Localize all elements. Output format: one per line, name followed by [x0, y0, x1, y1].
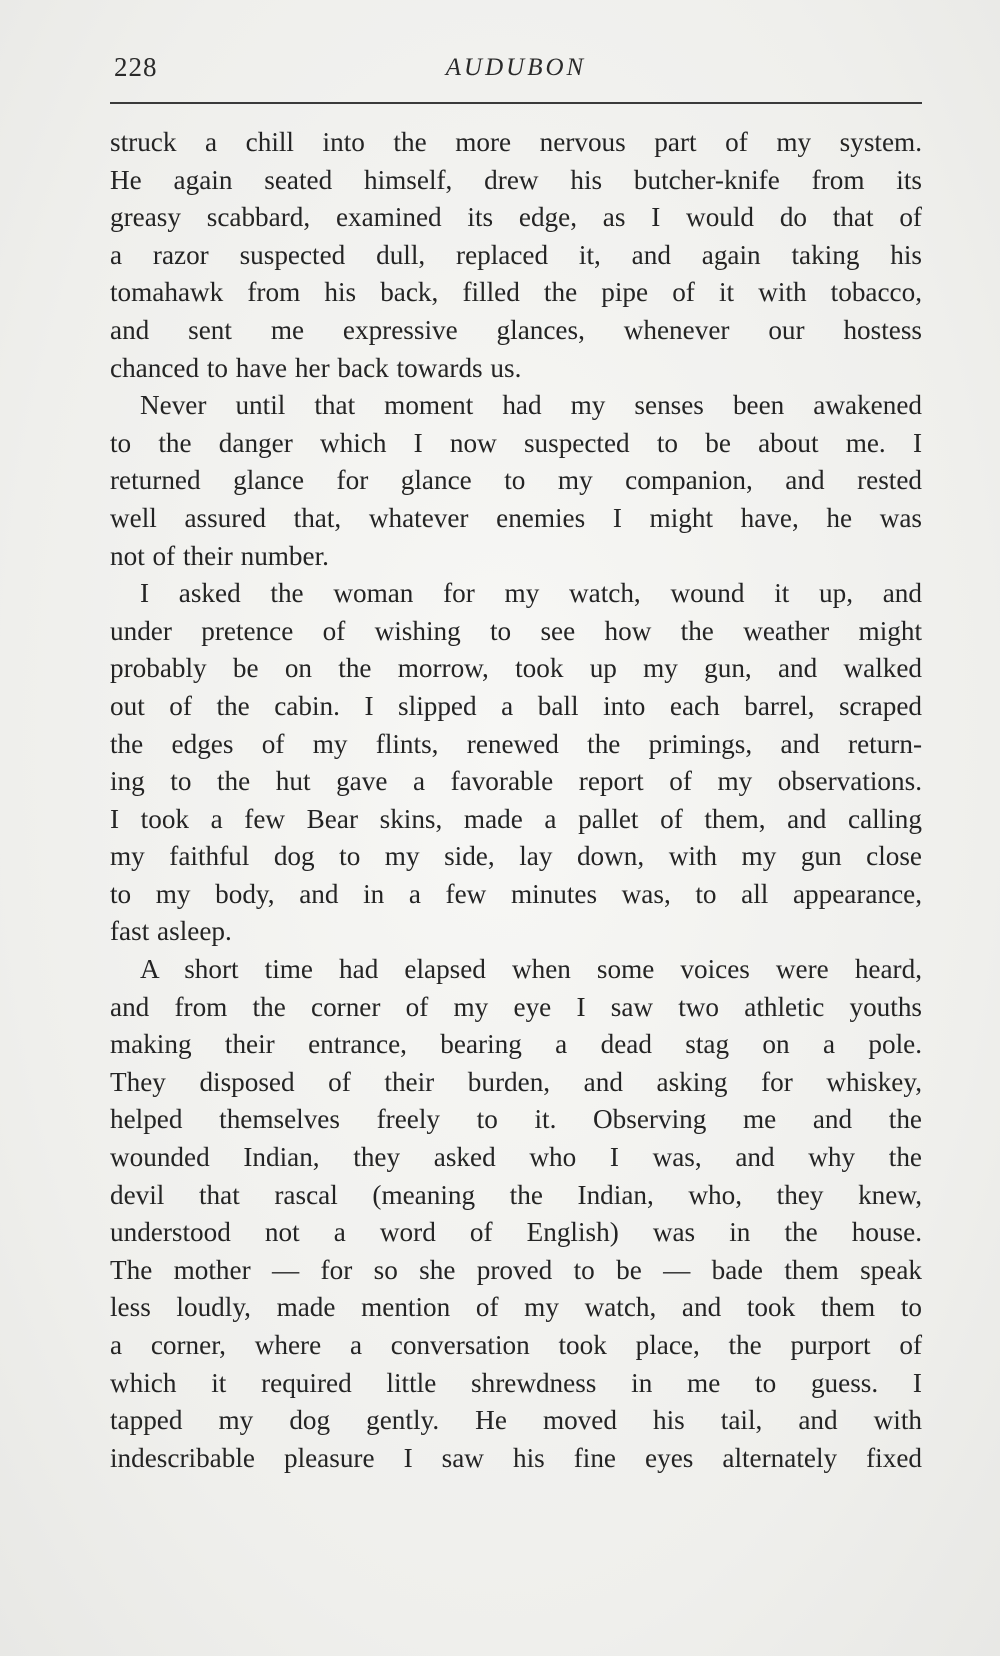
text-line: indescribable pleasure I saw his fine eyes alternately fixed	[110, 1442, 922, 1473]
text-line: to the danger which I now suspected to be about me. I	[110, 427, 922, 458]
text-line: tomahawk from his back, filled the pipe of it with tobacco,	[110, 277, 922, 308]
text-line: less loudly, made mention of my watch, and took them to	[110, 1292, 922, 1323]
header-rule	[110, 102, 922, 104]
text-line: the edges of my flints, renewed the primings, and return-	[110, 728, 922, 759]
page-number: 228	[114, 52, 158, 82]
text-line: helped themselves freely to it. Observing me and the	[110, 1104, 922, 1135]
text-line: tapped my dog gently. He moved his tail, and with	[110, 1405, 922, 1436]
text-line: understood not a word of English) was in the house.	[110, 1217, 922, 1248]
text-line: making their entrance, bearing a dead stag on a pole.	[110, 1029, 922, 1060]
text-line: A short time had elapsed when some voices were heard,	[140, 954, 922, 985]
body-text	[110, 124, 922, 1477]
text-line: which it required little shrewdness in me to guess. I	[110, 1367, 922, 1398]
text-line: struck a chill into the more nervous part of my system.	[110, 127, 922, 157]
text-line: wounded Indian, they asked who I was, and why the	[110, 1142, 922, 1173]
text-line: They disposed of their burden, and asking for whiskey,	[110, 1066, 922, 1097]
text-line: well assured that, whatever enemies I might have, he was	[110, 502, 922, 533]
text-line: chanced to have her back towards us.	[110, 352, 522, 383]
text-line: Never until that moment had my senses been awakened	[140, 390, 922, 421]
text-line: probably be on the morrow, took up my gun, and walked	[110, 653, 922, 684]
text-line: ing to the hut gave a favorable report of my observations.	[110, 766, 922, 797]
text-line: under pretence of wishing to see how the weather might	[110, 615, 922, 646]
page-header	[110, 52, 922, 98]
text-line: a razor suspected dull, replaced it, and again taking his	[110, 239, 922, 270]
text-line: and from the corner of my eye I saw two athletic youths	[110, 991, 922, 1022]
text-line: out of the cabin. I slipped a ball into each barrel, scraped	[110, 690, 922, 721]
text-line: fast asleep.	[110, 916, 232, 947]
text-line: devil that rascal (meaning the Indian, who, they knew,	[110, 1179, 922, 1210]
text-line: I asked the woman for my watch, wound it up, and	[140, 578, 922, 609]
text-line: not of their number.	[110, 540, 329, 571]
text-line: a corner, where a conversation took place, the purport of	[110, 1330, 922, 1360]
text-line: greasy scabbard, examined its edge, as I would do that of	[110, 202, 922, 233]
running-head: AUDUBON	[445, 54, 587, 81]
text-line: The mother — for so she proved to be — bade them speak	[110, 1254, 922, 1285]
text-line: and sent me expressive glances, whenever our hostess	[110, 314, 922, 345]
text-line: I took a few Bear skins, made a pallet of them, and calling	[110, 803, 922, 834]
text-line: to my body, and in a few minutes was, to all appearance,	[110, 878, 922, 909]
text-line: my faithful dog to my side, lay down, with my gun close	[110, 841, 922, 872]
text-line: returned glance for glance to my companion, and rested	[110, 465, 922, 496]
text-line: He again seated himself, drew his butcher-knife from its	[110, 164, 922, 195]
